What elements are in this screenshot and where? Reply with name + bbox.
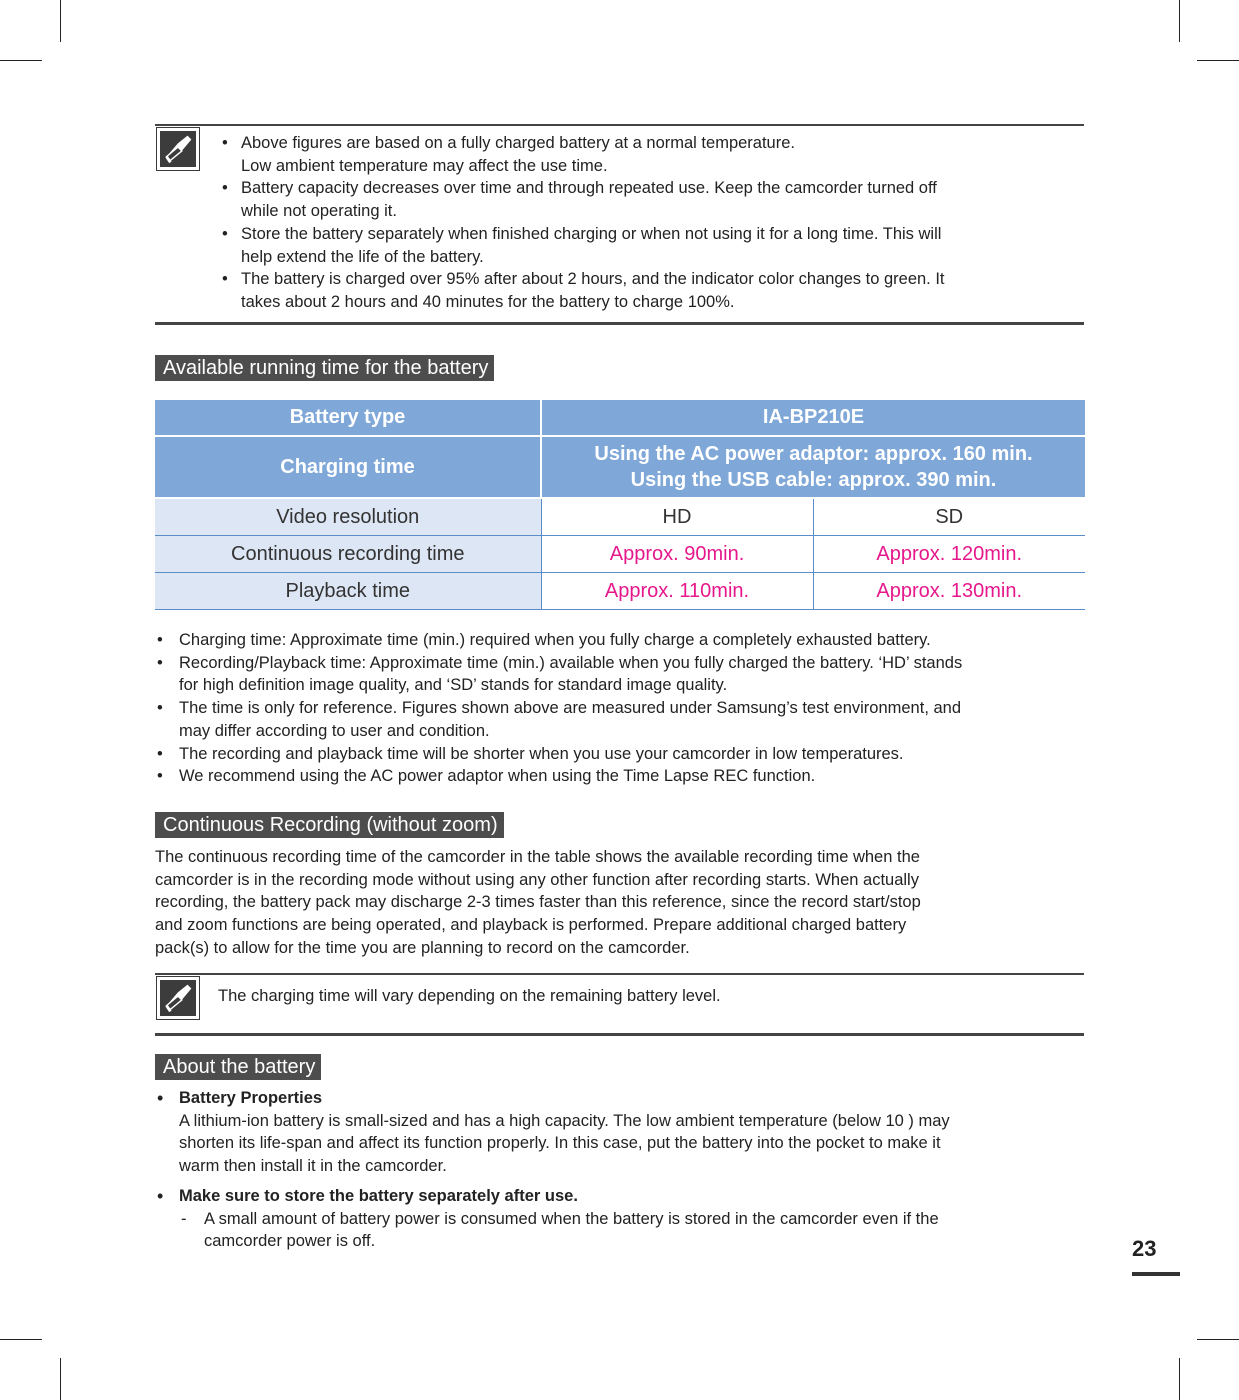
page-number-bar xyxy=(1132,1272,1180,1276)
section-heading-running-time: Available running time for the battery xyxy=(155,355,494,381)
list-item: • We recommend using the AC power adaptor when using the Time Lapse REC function. xyxy=(155,765,1090,788)
row-label: Playback time xyxy=(155,573,541,610)
table-row xyxy=(155,573,1085,610)
list-item: • Charging time: Approximate time (min.) required when you fully charge a completely exhausted battery. xyxy=(155,629,1090,652)
table-row xyxy=(155,498,1085,536)
list-item: • Store the battery separately when finished charging or when not using it for a long time. This will help extend the life of the battery. xyxy=(220,223,1080,268)
charging-time-value: Using the AC power adaptor: approx. 160 min. Using the USB cable: approx. 390 min. xyxy=(541,436,1085,498)
crop-mark xyxy=(1197,1339,1239,1340)
section-heading-continuous-recording: Continuous Recording (without zoom) xyxy=(155,812,504,838)
battery-type-label: Battery type xyxy=(155,400,541,436)
note-pencil-icon xyxy=(156,976,200,1020)
sd-value: Approx. 130min. xyxy=(813,573,1085,610)
item-title: • Battery Properties xyxy=(179,1089,323,1107)
note-mid-text: The charging time will vary depending on the remaining battery level. xyxy=(218,987,721,1005)
battery-type-value: IA-BP210E xyxy=(541,400,1085,436)
crop-mark xyxy=(1197,60,1239,61)
note-mid-rule xyxy=(155,973,1084,975)
table-notes-list xyxy=(155,629,1090,788)
crop-mark xyxy=(0,1339,42,1340)
crop-mark xyxy=(60,0,61,42)
about-battery-list xyxy=(155,1087,1090,1253)
item-description: A lithium-ion battery is small-sized and has a high capacity. The low ambient temperature (below 10 ) may shorten its life-span and affect its function properly. In this case, put the battery into the pocket to make it warm then install it in the camcorder. xyxy=(179,1111,950,1176)
charging-time-label: Charging time xyxy=(155,436,541,498)
sub-item: - A small amount of battery power is consumed when the battery is stored in the camcorder even if the camcorder power is off. xyxy=(181,1209,939,1251)
table-row xyxy=(155,536,1085,573)
crop-mark xyxy=(1179,0,1180,42)
list-item: • The recording and playback time will be shorter when you use your camcorder in low temperatures. xyxy=(155,743,1090,766)
note-pencil-icon xyxy=(156,127,200,171)
list-item: • Recording/Playback time: Approximate time (min.) available when you fully charged the battery. ‘HD’ stands for high definition image quality, and ‘SD’ stands for standard image quality. xyxy=(155,652,1090,697)
table-row xyxy=(155,436,1085,498)
list-item xyxy=(155,1185,1090,1253)
list-item: • Above figures are based on a fully charged battery at a normal temperature. Low ambient temperature may affect the use time. xyxy=(220,132,1080,177)
sd-header: SD xyxy=(813,498,1085,536)
battery-time-table xyxy=(155,400,1085,610)
list-item: • The time is only for reference. Figures shown above are measured under Samsung’s test environment, and may differ according to user and condition. xyxy=(155,697,1090,742)
note-top-bottom-rule xyxy=(155,322,1084,325)
hd-value: Approx. 110min. xyxy=(541,573,813,610)
hd-value: Approx. 90min. xyxy=(541,536,813,573)
page-number: 23 xyxy=(1132,1236,1157,1261)
crop-mark xyxy=(60,1358,61,1400)
item-title: • Make sure to store the battery separately after use. xyxy=(179,1186,578,1205)
section-heading-about-battery: About the battery xyxy=(155,1054,321,1080)
list-item xyxy=(155,1087,1090,1178)
note-top-list xyxy=(220,132,1080,314)
note-mid-bottom-rule xyxy=(155,1033,1084,1036)
row-label: Continuous recording time xyxy=(155,536,541,573)
list-item: • The battery is charged over 95% after about 2 hours, and the indicator color changes to green. It takes about 2 hours and 40 minutes for the battery to charge 100%. xyxy=(220,268,1080,313)
table-row xyxy=(155,400,1085,436)
resolution-label: Video resolution xyxy=(155,498,541,536)
list-item: • Battery capacity decreases over time and through repeated use. Keep the camcorder turned off while not operating it. xyxy=(220,177,1080,222)
crop-mark xyxy=(0,60,42,61)
hd-header: HD xyxy=(541,498,813,536)
crop-mark xyxy=(1179,1358,1180,1400)
note-top-rule xyxy=(155,124,1084,126)
sd-value: Approx. 120min. xyxy=(813,536,1085,573)
continuous-recording-paragraph: The continuous recording time of the camcorder in the table shows the available recording time when the camcorder is in the recording mode without using any other function after recording starts. When actually recording, the battery pack may discharge 2-3 times faster than this reference, since the record start/stop and zoom functions are being operated, and playback is performed. Prepare additional charged battery pack(s) to allow for the time you are planning to record on the camcorder. xyxy=(155,848,921,957)
